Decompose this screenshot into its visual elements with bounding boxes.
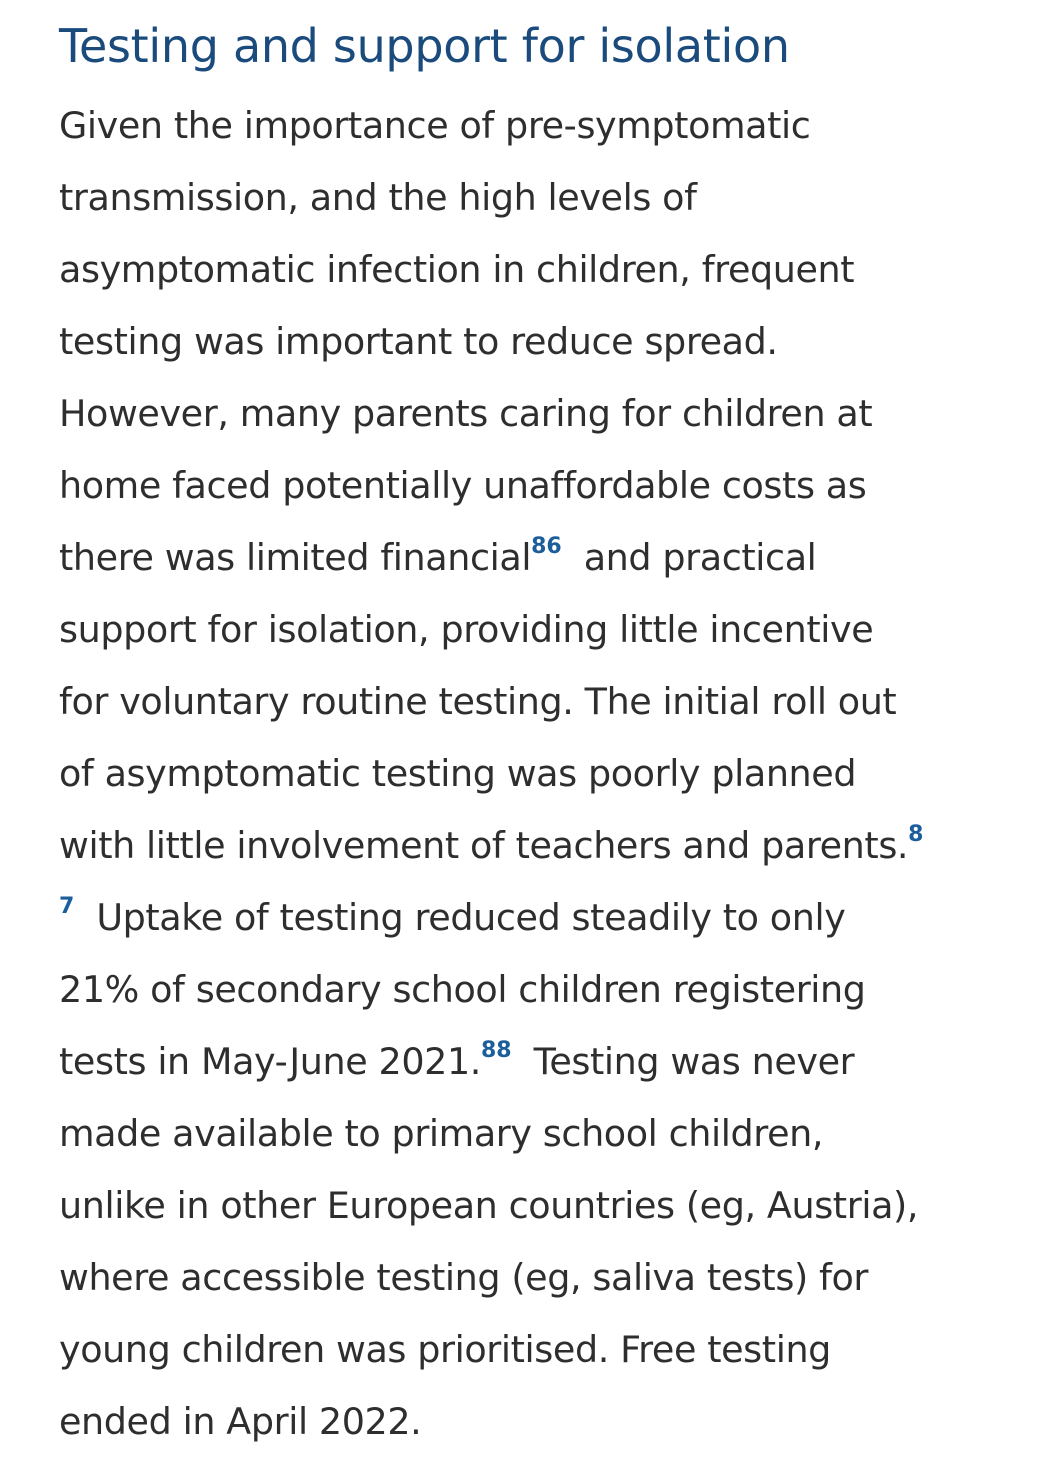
text-run: Given the importance of pre-symptomatic: [59, 104, 811, 147]
paragraph-line: [59, 738, 1019, 810]
paragraph-line: [59, 1026, 1019, 1098]
text-run: home faced potentially unaffordable costs as: [59, 464, 867, 507]
text-run: Uptake of testing reduced steadily to only: [96, 896, 846, 939]
section-heading: Testing and support for isolation: [59, 19, 790, 73]
paragraph-line: [59, 162, 1019, 234]
paragraph-line: [59, 450, 1019, 522]
article-section: [59, 14, 1019, 1458]
paragraph-line: [59, 1242, 1019, 1314]
paragraph-line: [59, 954, 1019, 1026]
text-run: and practical: [583, 536, 817, 579]
paragraph-line: [59, 1386, 1019, 1458]
text-run: young children was prioritised. Free testing: [59, 1328, 831, 1371]
paragraph-line: [59, 594, 1019, 666]
text-run: ended in April 2022.: [59, 1400, 422, 1443]
text-run: However, many parents caring for children at: [59, 392, 873, 435]
text-run: transmission, and the high levels of: [59, 176, 697, 219]
paragraph-line: [59, 810, 1019, 882]
text-run: testing was important to reduce spread.: [59, 320, 778, 363]
paragraph-line: [59, 90, 1019, 162]
paragraph-line: [59, 1170, 1019, 1242]
text-run: made available to primary school children,: [59, 1112, 824, 1155]
text-run: asymptomatic infection in children, frequent: [59, 248, 855, 291]
text-run: for voluntary routine testing. The initial roll out: [59, 680, 897, 723]
paragraph-line: [59, 882, 1019, 954]
text-run: unlike in other European countries (eg, Austria),: [59, 1184, 919, 1227]
paragraph-line: [59, 1314, 1019, 1386]
text-run: support for isolation, providing little incentive: [59, 608, 874, 651]
reference-link-8[interactable]: 8: [908, 821, 924, 847]
text-run: where accessible testing (eg, saliva tests) for: [59, 1256, 868, 1299]
text-run: of asymptomatic testing was poorly planned: [59, 752, 857, 795]
text-run: Testing was never: [533, 1040, 855, 1083]
text-run: 21% of secondary school children registering: [59, 968, 866, 1011]
text-run: with little involvement of teachers and parents.: [59, 824, 909, 867]
text-run: there was limited financial: [59, 536, 532, 579]
paragraph-line: [59, 1098, 1019, 1170]
body-paragraph: [59, 90, 1019, 1458]
reference-link-86[interactable]: 86: [531, 533, 562, 559]
paragraph-line: [59, 234, 1019, 306]
paragraph-line: [59, 666, 1019, 738]
reference-link-88[interactable]: 88: [481, 1037, 512, 1063]
paragraph-line: [59, 378, 1019, 450]
reference-link-7[interactable]: 7: [59, 893, 75, 919]
paragraph-line: [59, 306, 1019, 378]
text-run: tests in May-June 2021.: [59, 1040, 481, 1083]
paragraph-line: [59, 522, 1019, 594]
